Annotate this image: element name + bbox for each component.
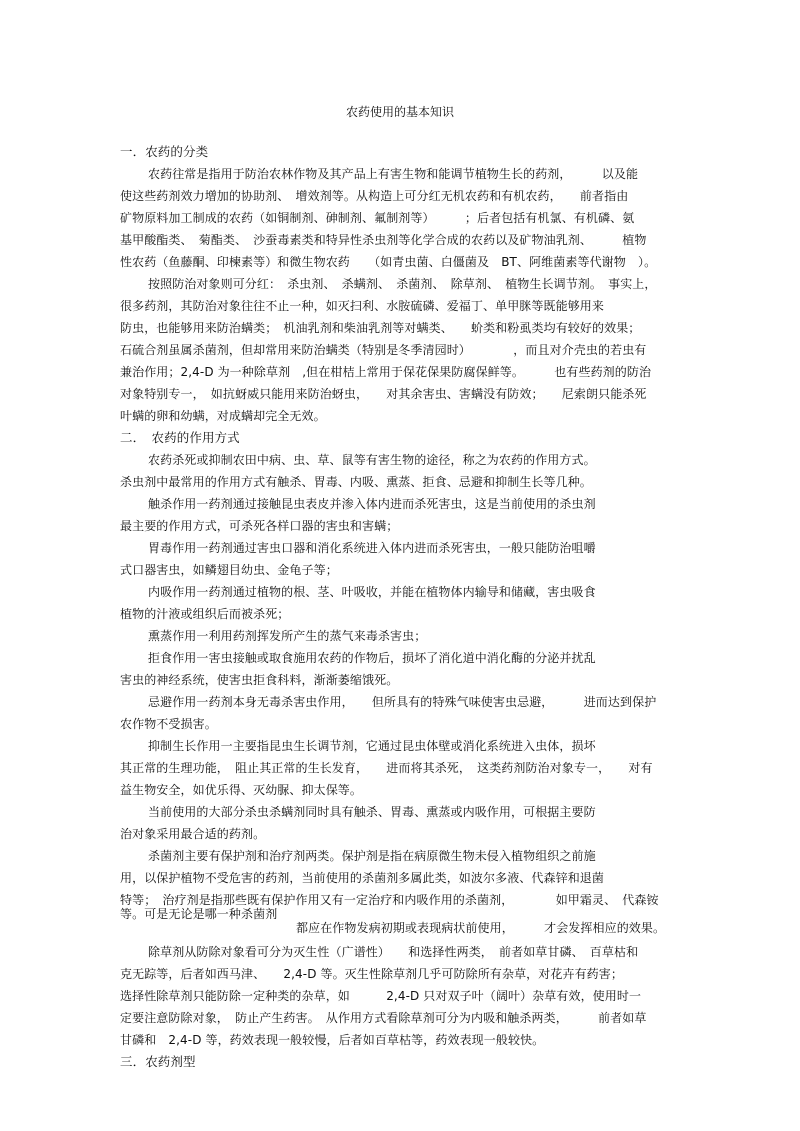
- paragraph-line: 定要注意防除对象， 防止产生药害。 从作用方式看除草剂可分为内吸和触杀两类， 前者如草: [120, 1011, 647, 1025]
- paragraph-line: 农药往常是指用于防治农林作物及其产品上有害生物和能调节植物生长的药剂， 以及能: [148, 167, 639, 181]
- paragraph-line: 当前使用的大部分杀虫杀螨剂同时具有触杀、胃毒、熏蒸或内吸作用，可根据主要防: [148, 805, 596, 819]
- page-title: 农药使用的基本知识: [345, 105, 454, 119]
- paragraph-line: 益生物安全，如优乐得、灭幼脲、抑太保等。: [120, 783, 363, 797]
- paragraph-line: 内吸作用一药剂通过植物的根、茎、叶吸收，并能在植物体内输导和储藏，害虫吸食: [148, 585, 596, 599]
- paragraph-line: 兼治作用；2,4-D 为一种除草剂 ,但在柑桔上常用于保花保果防腐保鲜等。 也有些药剂的防治: [120, 365, 652, 379]
- section-heading-3: 三．农药剂型: [120, 1054, 196, 1069]
- paragraph-line: 忌避作用一药剂本身无毒杀害虫作用， 但所具有的特殊气味使害虫忌避， 进而达到保护: [148, 695, 657, 709]
- paragraph-line: 使这些药剂效力增加的协助剂、 增效剂等。从构造上可分红无机农药和有机农药， 前者指由: [120, 189, 629, 203]
- paragraph-line: 防虫，也能够用来防治螨类； 机油乳剂和柴油乳剂等对螨类、 蚧类和粉虱类均有较好的效果；: [120, 321, 641, 335]
- paragraph-line: 都应在作物发病初期或表现病状前使用， 才会发挥相应的效果。: [296, 921, 666, 935]
- paragraph-line: 杀菌剂主要有保护剂和治疗剂两类。保护剂是指在病原微生物未侵入植物组织之前施: [148, 849, 596, 863]
- paragraph-line: 选择性除草剂只能防除一定种类的杂草，如 2,4-D 只对双子叶（阔叶）杂草有效，使用时一: [120, 989, 642, 1003]
- paragraph-line: 触杀作用一药剂通过接触昆虫表皮并渗入体内进而杀死害虫，这是当前使用的杀虫剂: [148, 497, 596, 511]
- paragraph-line: 叶螨的卵和幼螨，对成螨却完全无效。: [120, 409, 326, 423]
- paragraph-line: 甘磷和 2,4-D 等，药效表现一般较慢，后者如百草枯等，药效表现一般较快。: [120, 1033, 545, 1047]
- paragraph-line: 特等； 治疗剂是指那些既有保护作用又有一定治疗和内吸作用的杀菌剂， 如甲霜灵、 代森铵: [120, 893, 659, 907]
- paragraph-line: 对象特别专一， 如抗蚜威只能用来防治蚜虫， 对其余害虫、害螨没有防效； 尼索朗只能杀死: [120, 387, 647, 401]
- paragraph-line: 抑制生长作用一主要指昆虫生长调节剂，它通过昆虫体壁或消化系统进入虫体，损坏: [148, 739, 596, 753]
- paragraph-line: 按照防治对象则可分红： 杀虫剂、 杀螨剂、 杀菌剂、 除草剂、 植物生长调节剂。 事实上，: [148, 277, 657, 291]
- paragraph-line: 植物的汁液或组织后而被杀死；: [120, 607, 290, 621]
- section-heading-2: 二． 农药的作用方式: [120, 430, 240, 445]
- paragraph-line: 最主要的作用方式，可杀死各样口器的害虫和害螨；: [120, 519, 399, 533]
- paragraph-line: 害虫的神经系统，使害虫拒食科料，渐渐萎缩饿死。: [120, 673, 399, 687]
- paragraph-line: 其正常的生理功能， 阻止其正常的生长发育， 进而将其杀死， 这类药剂防治对象专一， 对有: [120, 761, 653, 775]
- paragraph-line: 矿物原料加工制成的农药（如铜制剂、砷制剂、氟制剂等） ；后者包括有机氯、有机磷、氨: [120, 211, 635, 225]
- paragraph-line: 克无踪等，后者如西马津、 2,4-D 等。灭生性除草剂几乎可防除所有杂草，对花卉有药害；: [120, 967, 623, 981]
- paragraph-line: 拒食作用一害虫接触或取食施用农药的作物后，损坏了消化道中消化酶的分泌并扰乱: [148, 651, 596, 665]
- paragraph-line: 农药杀死或抑制农田中病、虫、草、鼠等有害生物的途径，称之为农药的作用方式。: [148, 453, 596, 467]
- paragraph-line: 基甲酸酯类、 菊酯类、 沙蚕毒素类和特异性杀虫剂等化学合成的农药以及矿物油乳剂、 植物: [120, 233, 647, 247]
- paragraph-line: 农作物不受损害。: [120, 717, 217, 731]
- paragraph-line: 很多药剂，其防治对象往往不止一种，如灭扫利、水胺硫磷、爱福丁、单甲脒等既能够用来: [120, 299, 605, 313]
- paragraph-line: 用，以保护植物不受危害的药剂，当前使用的杀菌剂多属此类，如波尔多液、代森锌和退菌: [120, 871, 605, 885]
- paragraph-line: 等。可是无论是哪一种杀菌剂: [120, 907, 278, 921]
- paragraph-line: 治对象采用最合适的药剂。: [120, 827, 266, 841]
- paragraph-line: 石硫合剂虽属杀菌剂，但却常用来防治螨类（特别是冬季清园时） ，而且对介壳虫的若虫有: [120, 343, 647, 357]
- paragraph-line: 杀虫剂中最常用的作用方式有触杀、胃毒、内吸、熏蒸、拒食、忌避和抑制生长等几种。: [120, 475, 592, 489]
- section-heading-1: 一．农药的分类: [120, 144, 209, 159]
- paragraph-line: 式口器害虫，如鳞翅目幼虫、金龟子等；: [120, 563, 338, 577]
- paragraph-line: 除草剂从防除对象看可分为灭生性（广谱性） 和选择性两类， 前者如草甘磷、 百草枯和: [148, 945, 639, 959]
- paragraph-line: 胃毒作用一药剂通过害虫口器和消化系统进入体内进而杀死害虫，一般只能防治咀嚼: [148, 541, 596, 555]
- paragraph-line: 熏蒸作用一利用药剂挥发所产生的蒸气来毒杀害虫；: [148, 629, 427, 643]
- paragraph-line: 性农药（鱼藤酮、印楝素等）和微生物农药 （如青虫菌、白僵菌及 BT、阿维菌素等代谢物 ）。: [120, 255, 657, 269]
